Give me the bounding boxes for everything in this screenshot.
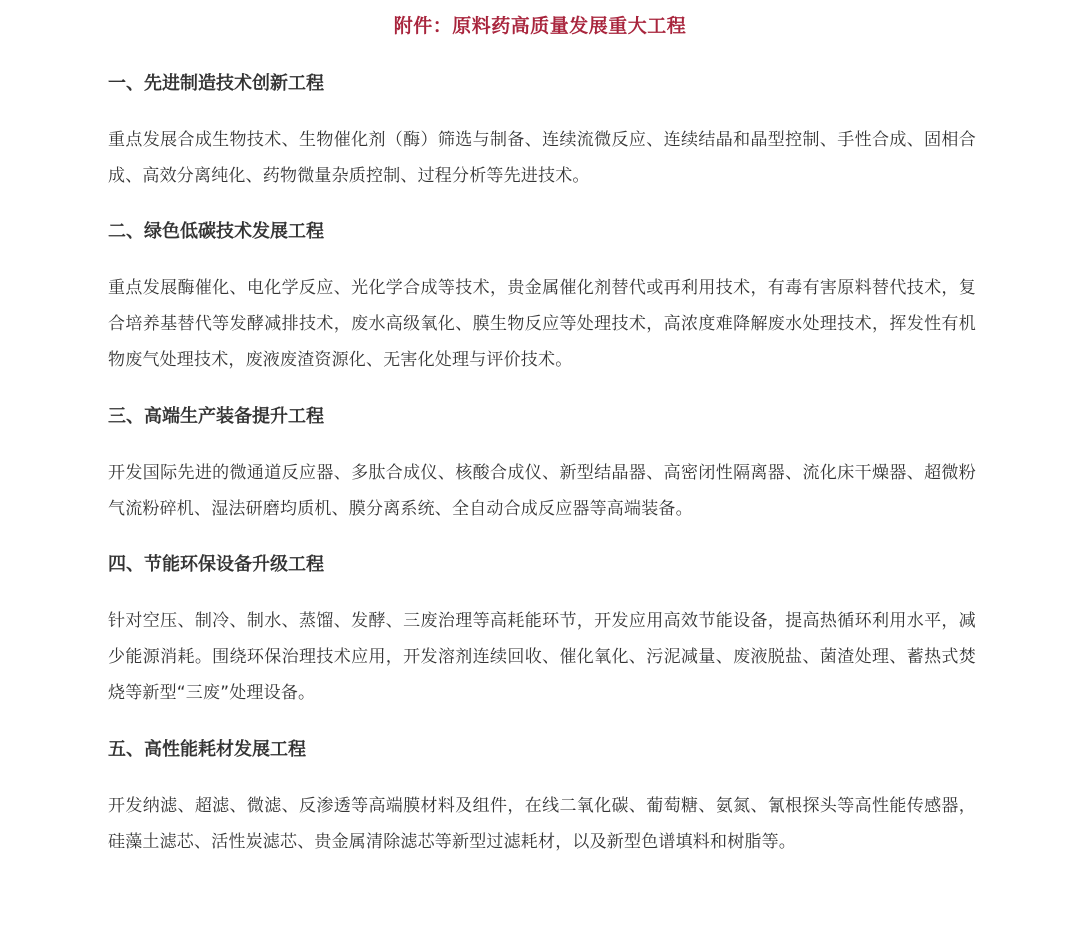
section-2-heading: 二、绿色低碳技术发展工程 [108, 221, 324, 242]
section-1-body: 重点发展合成生物技术、生物催化剂（酶）筛选与制备、连续流微反应、连续结晶和晶型控制、手性合成、固相合成、高效分离纯化、药物微量杂质控制、过程分析等先进技术。 [108, 130, 976, 186]
section-2-body: 重点发展酶催化、电化学反应、光化学合成等技术，贵金属催化剂替代或再利用技术，有毒有害原料替代技术，复合培养基替代等发酵减排技术，废水高级氧化、膜生物反应等处理技术，高浓度难降解废水处理技术，挥发性有机物废气处理技术，废液废渣资源化、无害化处理与评价技术。 [108, 278, 976, 370]
section-4-heading: 四、节能环保设备升级工程 [108, 554, 324, 575]
section-4-body: 针对空压、制冷、制水、蒸馏、发酵、三废治理等高耗能环节，开发应用高效节能设备，提高热循环利用水平，减少能源消耗。围绕环保治理技术应用，开发溶剂连续回收、催化氧化、污泥减量、废液脱盐、菌渣处理、蓄热式焚烧等新型“三废”处理设备。 [108, 611, 976, 703]
section-5-heading: 五、高性能耗材发展工程 [108, 739, 306, 760]
section-5-body: 开发纳滤、超滤、微滤、反渗透等高端膜材料及组件，在线二氧化碳、葡萄糖、氨氮、氰根探头等高性能传感器，硅藻土滤芯、活性炭滤芯、贵金属清除滤芯等新型过滤耗材，以及新型色谱填料和树脂等。 [108, 796, 976, 852]
section-3-body: 开发国际先进的微通道反应器、多肽合成仪、核酸合成仪、新型结晶器、高密闭性隔离器、流化床干燥器、超微粉气流粉碎机、湿法研磨均质机、膜分离系统、全自动合成反应器等高端装备。 [108, 463, 976, 519]
section-3-heading: 三、高端生产装备提升工程 [108, 406, 324, 427]
document-title: 附件：原料药高质量发展重大工程 [393, 15, 687, 37]
section-1-heading: 一、先进制造技术创新工程 [108, 73, 324, 94]
